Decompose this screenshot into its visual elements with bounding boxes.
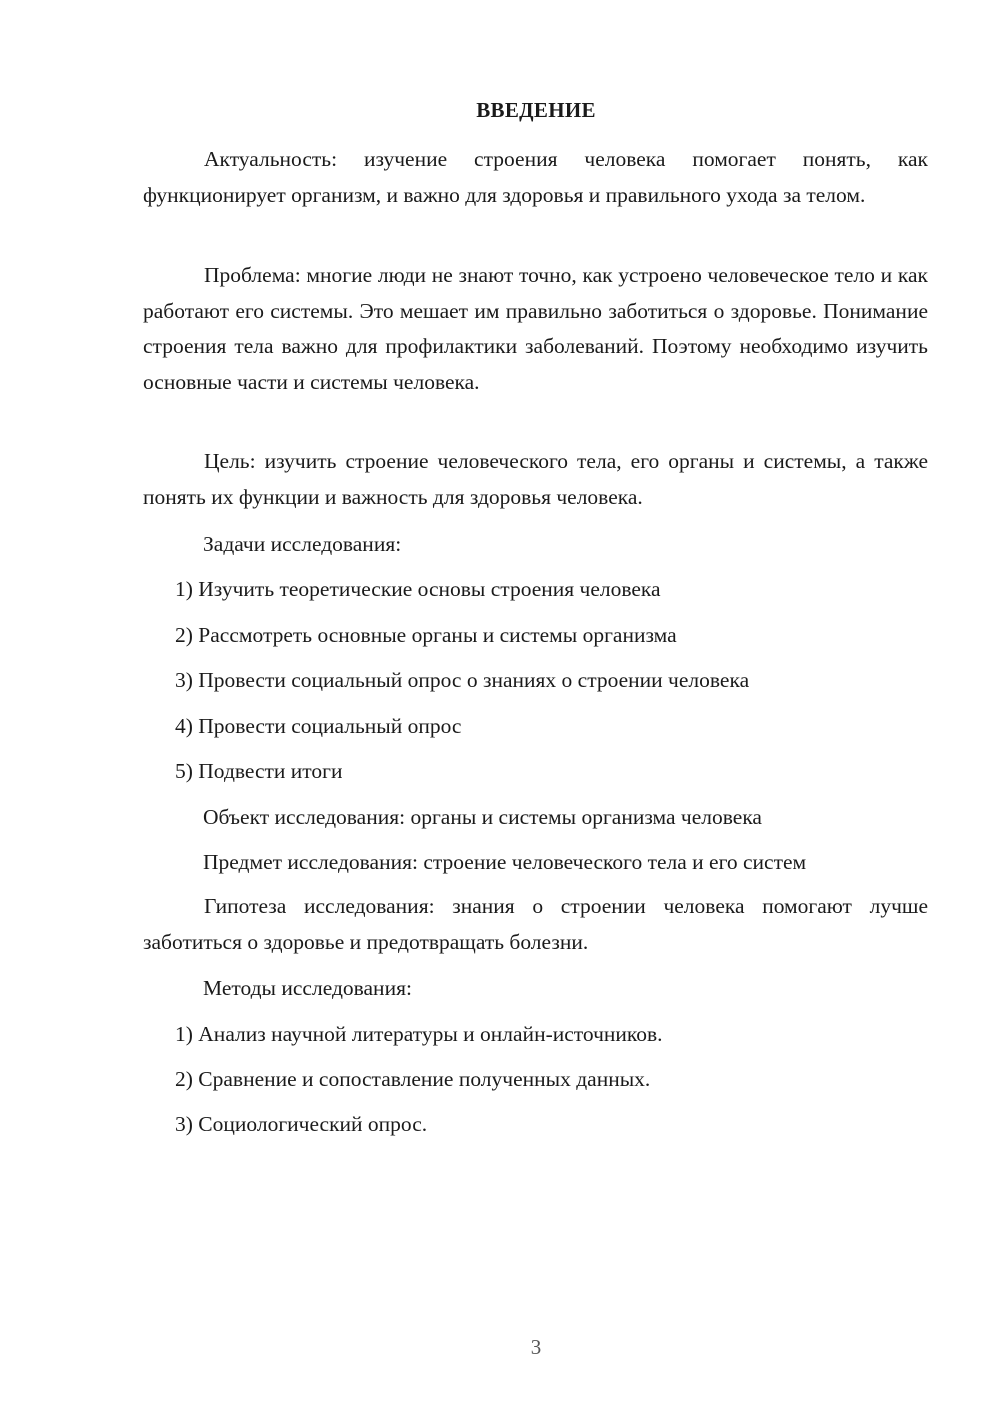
methods-heading: Методы исследования: [203, 976, 412, 1000]
subject-line: Предмет исследования: строение человеческого тела и его систем [203, 850, 807, 874]
tasks-heading: Задачи исследования: [203, 532, 402, 556]
problem-paragraph-block [143, 258, 928, 400]
relevance-paragraph: Актуальность: изучение строения человека помогает понять, как функционирует организм, и важно для здоровья и правильного ухода за телом. [143, 147, 928, 207]
task-item: 3) Провести социальный опрос о знаниях о строении человека [175, 668, 750, 692]
task-item: 5) Подвести итоги [175, 759, 343, 783]
goal-paragraph: Цель: изучить строение человеческого тела, его органы и системы, а также понять их функции и важность для здоровья человека. [143, 449, 928, 509]
method-item: 2) Сравнение и сопоставление полученных данных. [175, 1067, 651, 1091]
goal-paragraph-block [143, 444, 928, 515]
method-item: 1) Анализ научной литературы и онлайн-источников. [175, 1022, 663, 1046]
task-item: 2) Рассмотреть основные органы и системы организма [175, 623, 677, 647]
hypothesis-paragraph: Гипотеза исследования: знания о строении человека помогают лучше заботиться о здоровье и предотвращать болезни. [143, 894, 928, 954]
relevance-paragraph-block [143, 142, 928, 213]
method-item: 3) Социологический опрос. [175, 1112, 428, 1136]
task-item: 1) Изучить теоретические основы строения человека [175, 577, 661, 601]
hypothesis-paragraph-block [143, 889, 928, 960]
section-title: ВВЕДЕНИЕ [476, 98, 596, 122]
task-item: 4) Провести социальный опрос [175, 714, 462, 738]
page-number: 3 [530, 1335, 542, 1359]
object-line: Объект исследования: органы и системы организма человека [203, 805, 762, 829]
problem-paragraph: Проблема: многие люди не знают точно, как устроено человеческое тело и как работают его системы. Это мешает им правильно заботиться о здоровье. Понимание строения тела важно для профилактики заболеваний. Поэтому необходимо изучить основные части и системы человека. [143, 263, 928, 394]
